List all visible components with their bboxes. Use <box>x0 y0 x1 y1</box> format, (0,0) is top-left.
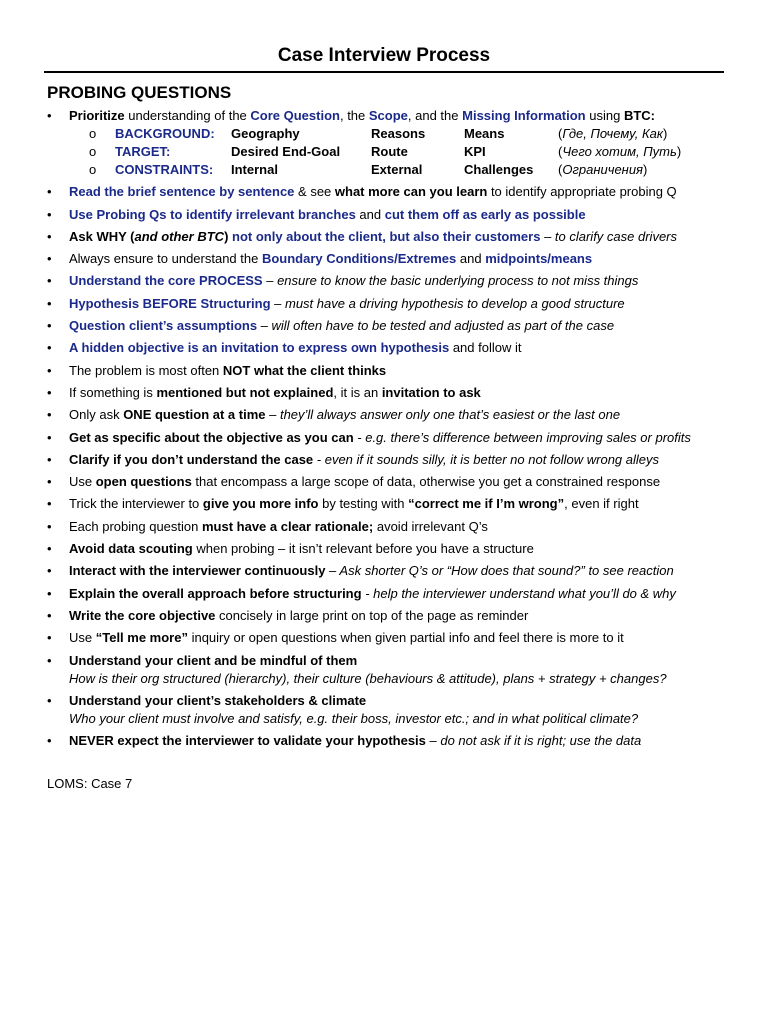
list-item <box>47 107 747 179</box>
text: Only ask <box>69 407 124 423</box>
text: when probing – it isn’t relevant before you have a structure <box>192 541 534 557</box>
document-footer: LOMS: Case 7 <box>47 776 133 791</box>
text-italic: – Ask shorter Q’s or “How does that sound?” to see reaction <box>325 563 674 579</box>
text-bold: Explain the overall approach before structuring <box>69 585 362 601</box>
text-bold: NEVER expect the interviewer to validate your hypothesis <box>69 733 426 749</box>
text-italic: – must have a driving hypothesis to develop a good structure <box>270 295 625 311</box>
btc-cell: Reasons <box>371 126 426 141</box>
list-item <box>47 495 747 513</box>
text-italic: – will often have to be tested and adjusted as part of the case <box>257 318 615 334</box>
btc-label: TARGET: <box>115 144 171 159</box>
text: avoid irrelevant Q’s <box>373 518 488 534</box>
list-item <box>47 384 747 402</box>
btc-sublist <box>69 125 747 179</box>
text-italic: How is their org structured (hierarchy), their culture (behaviours & attitude), plans + strategy + changes? <box>69 670 667 686</box>
btc-row: o CONSTRAINTS: Internal External Challenges (Ограничения) <box>69 161 747 179</box>
text-highlight: Understand the core PROCESS <box>69 273 263 289</box>
text: , and the <box>407 108 463 123</box>
document-title: Case Interview Process <box>277 45 491 66</box>
text: Use <box>69 630 96 646</box>
btc-cell: Desired End-Goal <box>231 144 341 159</box>
text-bold: Write the core objective <box>69 607 216 623</box>
text-bold: BTC: <box>623 108 655 123</box>
text: The problem is most often <box>69 362 223 378</box>
text-highlight: Read the brief sentence by sentence <box>69 184 295 200</box>
sub-bullet-marker: o <box>89 126 97 141</box>
list-item <box>47 317 747 335</box>
text-bold: give you more info <box>202 496 319 512</box>
list-item <box>47 228 747 246</box>
btc-cell: KPI <box>464 144 486 159</box>
text-bold: what more can you learn <box>334 184 488 200</box>
text: , even if right <box>564 496 639 512</box>
btc-cell: Means <box>464 126 505 141</box>
list-item <box>47 518 747 536</box>
text: and <box>355 206 385 222</box>
list-item <box>47 183 747 201</box>
btc-label: BACKGROUND: <box>115 126 215 141</box>
text-bold: ONE question at a time <box>123 407 266 423</box>
text-highlight: not only about the client, but also their customers <box>228 228 541 244</box>
btc-row: o BACKGROUND: Geography Reasons Means (Где, Почему, Как) <box>69 125 747 143</box>
text-highlight: A hidden objective is an invitation to express own hypothesis <box>69 340 450 356</box>
text-highlight: Scope <box>368 108 408 123</box>
list-item <box>47 362 747 380</box>
btc-cell: Geography <box>231 126 300 141</box>
list-item <box>47 250 747 268</box>
text-italic: – do not ask if it is right; use the data <box>425 733 642 749</box>
text: & see <box>294 184 335 200</box>
list-item <box>47 562 747 580</box>
text: , it is an <box>333 384 382 400</box>
text-highlight: cut them off as early as possible <box>384 206 586 222</box>
text: Always ensure to understand the <box>69 251 262 267</box>
btc-translation: Ограничения <box>562 162 643 177</box>
list-item <box>47 540 747 558</box>
text: understanding of the <box>124 108 251 123</box>
text-bold: Understand your client’s stakeholders & climate <box>69 692 367 708</box>
text-bold-italic: and other BTC <box>134 228 225 244</box>
btc-translation: Чего хотим, Путь <box>562 144 677 159</box>
text-italic: - e.g. there’s difference between improving sales or profits <box>353 429 691 445</box>
text: Trick the interviewer to <box>69 496 203 512</box>
text-bold: “correct me if I’m wrong” <box>408 496 565 512</box>
btc-cell: Route <box>371 144 408 159</box>
btc-cell: External <box>371 162 423 177</box>
list-item <box>47 451 747 469</box>
list-item <box>47 272 747 290</box>
list-item <box>47 473 747 491</box>
text: Use <box>69 474 96 490</box>
list-item <box>47 692 747 728</box>
list-item <box>47 585 747 603</box>
text-bold: Prioritize <box>69 108 125 123</box>
text-bold: Clarify if you don’t understand the case <box>69 451 314 467</box>
text-italic: – they’ll always answer only one that’s easiest or the last one <box>265 407 621 423</box>
text: by testing with <box>318 496 409 512</box>
text-bold: open questions <box>95 474 192 490</box>
text-italic: – ensure to know the basic underlying process to not miss things <box>262 273 639 289</box>
text-bold: invitation to ask <box>381 384 481 400</box>
list-item <box>47 652 747 688</box>
text-bold: Get as specific about the objective as you can <box>69 429 354 445</box>
text-bold: NOT what the client thinks <box>222 362 387 378</box>
text-italic: - help the interviewer understand what you’ll do & why <box>361 585 676 601</box>
text-italic: - even if it sounds silly, it is better no not follow wrong alleys <box>313 451 660 467</box>
text-highlight: Boundary Conditions/Extremes <box>261 251 457 267</box>
text: to identify appropriate probing Q <box>487 184 677 200</box>
text: and <box>456 251 486 267</box>
list-item <box>47 206 747 224</box>
text-highlight: Missing Information <box>462 108 586 123</box>
text-bold: “Tell me more” <box>95 630 188 646</box>
text: Each probing question <box>69 518 202 534</box>
probing-questions-list <box>47 107 747 754</box>
text: If something is <box>69 384 157 400</box>
text: concisely in large print on top of the page as reminder <box>215 607 529 623</box>
text-highlight: Use Probing Qs to identify irrelevant branches <box>69 206 356 222</box>
text-bold: must have a clear rationale; <box>201 518 374 534</box>
list-item <box>47 732 747 750</box>
list-item <box>47 629 747 647</box>
section-heading: PROBING QUESTIONS <box>47 83 232 102</box>
btc-label: CONSTRAINTS: <box>115 162 214 177</box>
text-bold: ) <box>224 228 229 244</box>
text-highlight: Core Question <box>250 108 340 123</box>
text: , the <box>339 108 369 123</box>
text-bold: Interact with the interviewer continuously <box>69 563 326 579</box>
text-bold: Avoid data scouting <box>69 541 193 557</box>
list-item <box>47 406 747 424</box>
text: that encompass a large scope of data, otherwise you get a constrained response <box>191 474 661 490</box>
text-highlight: Question client’s assumptions <box>69 318 258 334</box>
sub-bullet-marker: o <box>89 144 97 159</box>
title-divider <box>44 71 724 73</box>
sub-bullet-marker: o <box>89 162 97 177</box>
text: inquiry or open questions when given partial info and feel there is more to it <box>187 630 624 646</box>
text-highlight: midpoints/means <box>485 251 593 267</box>
text: and follow it <box>449 340 522 356</box>
text-italic: Who your client must involve and satisfy, e.g. their boss, investor etc.; and in what political climate? <box>69 710 639 726</box>
text-bold: Ask WHY ( <box>69 228 135 244</box>
text-bold: Understand your client and be mindful of them <box>69 652 358 668</box>
btc-cell: Challenges <box>464 162 534 177</box>
list-item <box>47 607 747 625</box>
btc-cell: Internal <box>231 162 278 177</box>
btc-translation: Где, Почему, Как <box>562 126 663 141</box>
text-bold: mentioned but not explained <box>156 384 334 400</box>
text-italic: – to clarify case drivers <box>540 228 677 244</box>
btc-row: o TARGET: Desired End-Goal Route KPI (Чего хотим, Путь) <box>69 143 747 161</box>
text-highlight: Hypothesis BEFORE Structuring <box>69 295 271 311</box>
list-item <box>47 429 747 447</box>
list-item <box>47 339 747 357</box>
text: using <box>585 108 624 123</box>
list-item <box>47 295 747 313</box>
